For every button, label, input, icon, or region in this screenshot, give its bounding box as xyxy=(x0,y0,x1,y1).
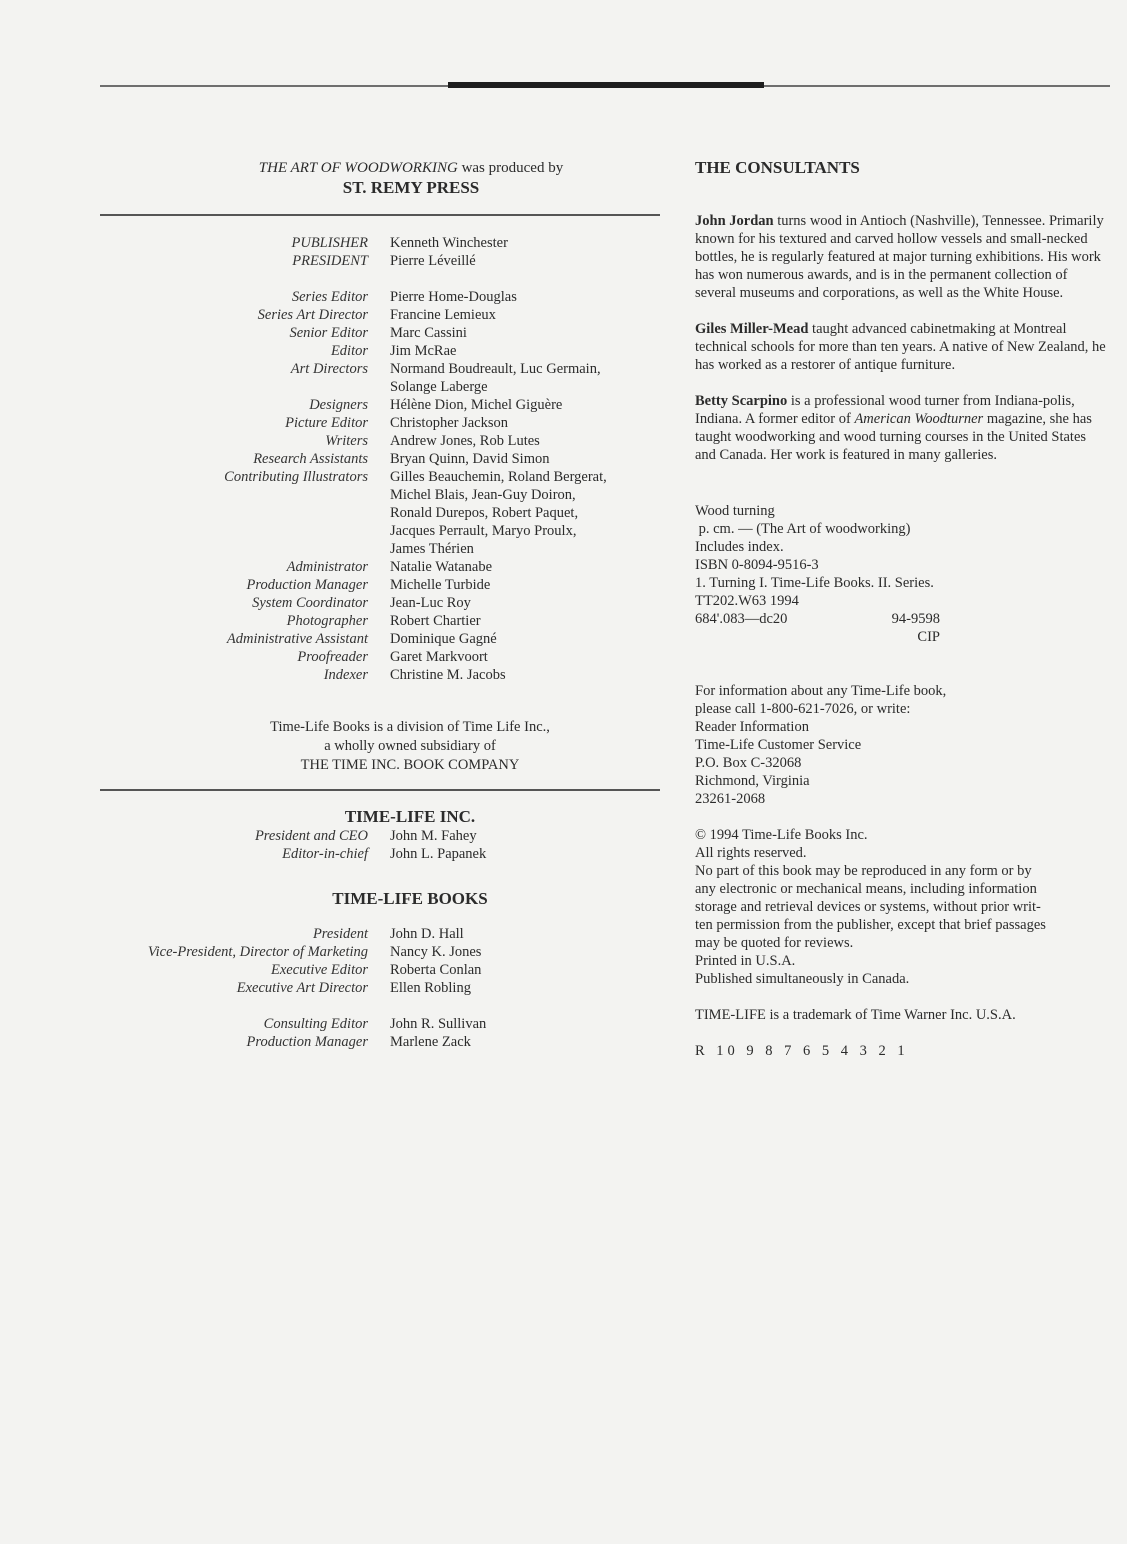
credit-role: Designers xyxy=(309,397,368,413)
credit-names xyxy=(390,432,660,450)
credit-row xyxy=(100,979,660,997)
press-name: ST. REMY PRESS xyxy=(342,178,480,197)
credit-names xyxy=(390,468,660,558)
top-rule-accent xyxy=(448,82,764,88)
credit-name-line: Pierre Home-Douglas xyxy=(390,289,517,305)
credit-row xyxy=(100,324,660,342)
credit-names xyxy=(390,827,660,845)
credit-row xyxy=(100,252,660,270)
credit-names xyxy=(390,1015,660,1033)
credit-row xyxy=(100,648,660,666)
credit-name-line: Hélène Dion, Michel Giguère xyxy=(390,397,563,413)
credit-role: Executive Editor xyxy=(270,962,368,978)
produced-by-line xyxy=(162,158,660,178)
cip-classification: 684'.083—dc20 xyxy=(695,611,788,627)
copyright-line: any electronic or mechanical means, including information xyxy=(695,881,1037,897)
credit-row xyxy=(100,666,660,684)
credit-name-line: Robert Chartier xyxy=(390,613,481,629)
cip-line: Wood turning xyxy=(695,503,775,519)
credit-names xyxy=(390,324,660,342)
credit-names xyxy=(390,943,660,961)
consultant-name: Betty Scarpino xyxy=(695,393,788,409)
consultants-heading: THE CONSULTANTS xyxy=(695,158,860,177)
credit-row xyxy=(100,234,660,252)
credit-role: Production Manager xyxy=(246,1034,368,1050)
timelife-books-heading: TIME-LIFE BOOKS xyxy=(332,889,488,908)
credit-role: Editor xyxy=(330,343,368,359)
timelife-books-credits xyxy=(100,925,660,997)
credit-row xyxy=(100,468,660,558)
division-block xyxy=(100,718,660,775)
cip-line: ISBN 0-8094-9516-3 xyxy=(695,557,819,573)
cip-label-row xyxy=(695,628,1110,646)
consultant-description: turns wood in Antioch (Nashville), Tennessee. Primarily known for his textured and carved hollow vessels and small-necked bottles, he is regularly featured at major turning exhibitions. His work has won numerous awards, and is in the permanent collection of several museums and corporations, as well as the White House. xyxy=(695,213,1104,301)
credit-names xyxy=(390,288,660,306)
credit-names xyxy=(390,306,660,324)
credit-name-line: Kenneth Winchester xyxy=(390,235,508,251)
credit-name-line: Marlene Zack xyxy=(390,1034,471,1050)
credit-names xyxy=(390,1033,660,1051)
produced-by-text: was produced by xyxy=(457,160,564,176)
cip-line: p. cm. — (The Art of woodworking) xyxy=(695,521,911,537)
division-line: Time-Life Books is a division of Time Life Inc., xyxy=(270,719,550,735)
timelife-inc-heading: TIME-LIFE INC. xyxy=(344,807,476,826)
section-divider xyxy=(100,789,660,791)
credit-name-line: John R. Sullivan xyxy=(390,1016,487,1032)
credit-row xyxy=(100,943,660,961)
credit-names xyxy=(390,594,660,612)
credit-name-line: Ellen Robling xyxy=(390,980,471,996)
credit-name-line: Garet Markvoort xyxy=(390,649,488,665)
copyright-line: © 1994 Time-Life Books Inc. xyxy=(695,827,868,843)
credit-name-line: Bryan Quinn, David Simon xyxy=(390,451,550,467)
credit-names xyxy=(390,360,660,396)
credit-row xyxy=(100,396,660,414)
copyright-line: storage and retrieval devices or systems, without prior writ- xyxy=(695,899,1041,915)
copyright-line: All rights reserved. xyxy=(695,845,807,861)
credit-row xyxy=(100,925,660,943)
division-line: THE TIME INC. BOOK COMPANY xyxy=(300,757,520,773)
credit-names xyxy=(390,450,660,468)
credit-role: President xyxy=(312,926,368,942)
credit-role: Series Art Director xyxy=(257,307,368,323)
credit-name-line: Normand Boudreault, Luc Germain, xyxy=(390,361,601,377)
credit-role: Administrative Assistant xyxy=(226,631,368,647)
contact-line: For information about any Time-Life book, xyxy=(695,683,947,699)
credit-name-line: Christopher Jackson xyxy=(390,415,508,431)
copyright-line: Published simultaneously in Canada. xyxy=(695,971,910,987)
credit-row xyxy=(100,360,660,396)
credit-role: President and CEO xyxy=(254,828,368,844)
cip-label: CIP xyxy=(917,629,940,645)
credit-name-line: Marc Cassini xyxy=(390,325,467,341)
right-column xyxy=(695,158,1110,1060)
credit-role: Research Assistants xyxy=(253,451,368,467)
contact-info-block xyxy=(695,682,1110,808)
credit-name-line: Roberta Conlan xyxy=(390,962,482,978)
credit-names xyxy=(390,576,660,594)
credit-row xyxy=(100,306,660,324)
credit-name-line: Jean-Luc Roy xyxy=(390,595,471,611)
credit-name-line: Christine M. Jacobs xyxy=(390,667,506,683)
consultant-bio xyxy=(695,212,1110,302)
credit-name-line: Andrew Jones, Rob Lutes xyxy=(390,433,540,449)
credit-row xyxy=(100,288,660,306)
credit-name-line: Gilles Beauchemin, Roland Bergerat, xyxy=(390,469,607,485)
copyright-line: Printed in U.S.A. xyxy=(695,953,796,969)
credit-name-line: Michel Blais, Jean-Guy Doiron, xyxy=(390,487,576,503)
copyright-line: may be quoted for reviews. xyxy=(695,935,854,951)
contact-line: Richmond, Virginia xyxy=(695,773,810,789)
credit-role: Production Manager xyxy=(246,577,368,593)
cip-line: 1. Turning I. Time-Life Books. II. Series. xyxy=(695,575,934,591)
contact-line: please call 1-800-621-7026, or write: xyxy=(695,701,911,717)
credit-row xyxy=(100,630,660,648)
consultant-name: John Jordan xyxy=(695,213,774,229)
credit-name-line: John M. Fahey xyxy=(390,828,477,844)
credit-role: System Coordinator xyxy=(252,595,368,611)
credit-role: PUBLISHER xyxy=(291,235,368,251)
copyright-line: No part of this book may be reproduced in any form or by xyxy=(695,863,1032,879)
credit-names xyxy=(390,630,660,648)
credit-role: PRESIDENT xyxy=(292,253,368,269)
consultant-description: magazine, she has taught woodworking and wood turning courses in the United States and Canada. Her work is featured in many galleries. xyxy=(695,411,1092,463)
credit-names xyxy=(390,252,660,270)
section-divider xyxy=(100,214,660,216)
credits-publisher-block xyxy=(100,234,660,270)
book-series-title: THE ART OF WOODWORKING xyxy=(258,160,458,176)
credit-names xyxy=(390,925,660,943)
credit-name-line: Francine Lemieux xyxy=(390,307,496,323)
credit-name-line: Natalie Watanabe xyxy=(390,559,493,575)
credit-role: Photographer xyxy=(286,613,368,629)
credit-role: Art Directors xyxy=(290,361,368,377)
cip-line: TT202.W63 1994 xyxy=(695,593,799,609)
consultant-description: is a professional wood turner from Indiana-polis, Indiana. A former editor of xyxy=(695,393,1075,427)
credit-names xyxy=(390,845,660,863)
credit-row xyxy=(100,845,660,863)
credit-row xyxy=(100,576,660,594)
credit-row xyxy=(100,827,660,845)
credit-names xyxy=(390,396,660,414)
cip-block xyxy=(695,502,1110,646)
credit-name-line: Michelle Turbide xyxy=(390,577,491,593)
credit-row xyxy=(100,1015,660,1033)
timelife-inc-credits xyxy=(100,827,660,863)
credit-role: Senior Editor xyxy=(289,325,368,341)
credit-role: Series Editor xyxy=(291,289,368,305)
consultant-description: taught advanced cabinetmaking at Montreal technical schools for more than ten years. A native of New Zealand, he has worked as a restorer of antique furniture. xyxy=(695,321,1106,373)
credit-name-line: Jacques Perrault, Maryo Proulx, xyxy=(390,523,577,539)
credit-name-line: Pierre Léveillé xyxy=(390,253,476,269)
cip-number: 94-9598 xyxy=(891,611,940,627)
credit-names xyxy=(390,612,660,630)
credit-role: Consulting Editor xyxy=(263,1016,368,1032)
consultant-name: Giles Miller-Mead xyxy=(695,321,809,337)
consultant-bio xyxy=(695,320,1110,374)
credit-names xyxy=(390,666,660,684)
credit-row xyxy=(100,558,660,576)
credit-row xyxy=(100,961,660,979)
credit-row xyxy=(100,1033,660,1051)
credit-role: Writers xyxy=(325,433,368,449)
printing-line: R 10 9 8 7 6 5 4 3 2 1 xyxy=(695,1043,909,1059)
trademark-notice: TIME-LIFE is a trademark of Time Warner Inc. U.S.A. xyxy=(695,1007,1016,1023)
credit-name-line: Solange Laberge xyxy=(390,379,488,395)
contact-line: P.O. Box C-32068 xyxy=(695,755,802,771)
credit-row xyxy=(100,612,660,630)
credit-role: Proofreader xyxy=(297,649,368,665)
credit-role: Contributing Illustrators xyxy=(224,469,368,485)
credit-row xyxy=(100,432,660,450)
copyright-line: ten permission from the publisher, except that brief passages xyxy=(695,917,1046,933)
contact-line: 23261-2068 xyxy=(695,791,766,807)
credit-role: Editor-in-chief xyxy=(282,846,368,862)
credit-role: Administrator xyxy=(286,559,368,575)
credit-row xyxy=(100,450,660,468)
credit-names xyxy=(390,414,660,432)
contact-line: Time-Life Customer Service xyxy=(695,737,862,753)
credit-name-line: Dominique Gagné xyxy=(390,631,497,647)
credit-role: Indexer xyxy=(323,667,368,683)
credit-names xyxy=(390,234,660,252)
cip-line: Includes index. xyxy=(695,539,784,555)
credit-row xyxy=(100,342,660,360)
credit-names xyxy=(390,342,660,360)
credit-name-line: Jim McRae xyxy=(390,343,457,359)
credit-name-line: Ronald Durepos, Robert Paquet, xyxy=(390,505,579,521)
credit-row xyxy=(100,414,660,432)
cip-class-row xyxy=(695,610,1110,628)
credit-names xyxy=(390,648,660,666)
credit-name-line: John L. Papanek xyxy=(390,846,487,862)
credit-name-line: John D. Hall xyxy=(390,926,464,942)
credit-names xyxy=(390,558,660,576)
left-column xyxy=(100,158,660,1051)
division-line: a wholly owned subsidiary of xyxy=(324,738,496,754)
contact-line: Reader Information xyxy=(695,719,809,735)
consultant-bio xyxy=(695,392,1110,464)
copyright-block xyxy=(695,826,1110,988)
credit-name-line: Nancy K. Jones xyxy=(390,944,482,960)
credit-role: Executive Art Director xyxy=(236,980,368,996)
credit-names xyxy=(390,961,660,979)
credit-role: Picture Editor xyxy=(285,415,368,431)
credits-staff-block xyxy=(100,288,660,684)
credit-row xyxy=(100,594,660,612)
credit-names xyxy=(390,979,660,997)
magazine-title: American Woodturner xyxy=(854,411,984,427)
credit-name-line: James Thérien xyxy=(390,541,474,557)
credit-role: Vice-President, Director of Marketing xyxy=(147,944,368,960)
timelife-books-credits-secondary xyxy=(100,1015,660,1051)
